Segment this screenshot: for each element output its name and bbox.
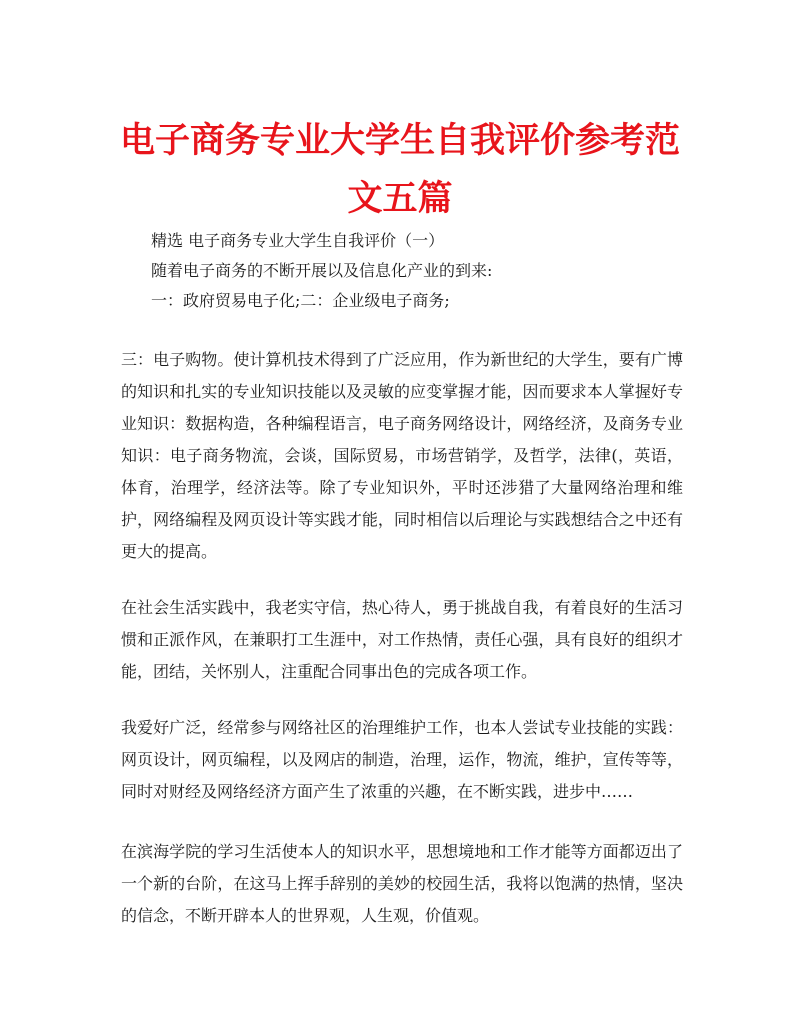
document-title: 电子商务专业大学生自我评价参考范文五篇: [119, 121, 680, 219]
intro-line-list: 一：政府贸易电子化;二：企业级电子商务;: [151, 291, 450, 310]
paragraph-conclusion: 在滨海学院的学习生活使本人的知识水平，思想境地和工作才能等方面都迈出了一个新的台阶，在这马上挥手辞别的美妙的校园生活，我将以饱满的热情，坚决的信念，不断开辟本人的世界观，人生观，价值观。: [121, 842, 683, 925]
paragraph-hobbies: 我爱好广泛，经常参与网络社区的治理维护工作，也本人尝试专业技能的实践：网页设计，网页编程，以及网店的制造，治理，运作，物流，维护，宣传等等，同时对财经及网络经济方面产生了浓重的兴趣，在不断实践，进步中……: [121, 718, 683, 801]
paragraph-professional-knowledge: 三：电子购物。使计算机技术得到了广泛应用，作为新世纪的大学生，要有广博的知识和扎实的专业知识技能以及灵敏的应变掌握才能，因而要求本人掌握好专业知识：数据构造，各种编程语言，电子商务网络设计，网络经济，及商务专业知识：电子商务物流，会谈，国际贸易，市场营销学，及哲学，法律(，英语，体育，治理学，经济法等。除了专业知识外，平时还涉猎了大量网络治理和维护，网络编程及网页设计等实践才能，同时相信以后理论与实践想结合之中还有更大的提高。: [121, 350, 683, 561]
intro-line-selected: 精选 电子商务专业大学生自我评价（一）: [151, 231, 445, 250]
intro-line-background: 随着电子商务的不断开展以及信息化产业的到来:: [151, 261, 493, 280]
paragraph-social-practice: 在社会生活实践中，我老实守信，热心待人，勇于挑战自我，有着良好的生活习惯和正派作风，在兼职打工生涯中，对工作热情，责任心强，具有良好的组织才能，团结，关怀别人，注重配合同事出色的完成各项工作。: [121, 598, 683, 681]
